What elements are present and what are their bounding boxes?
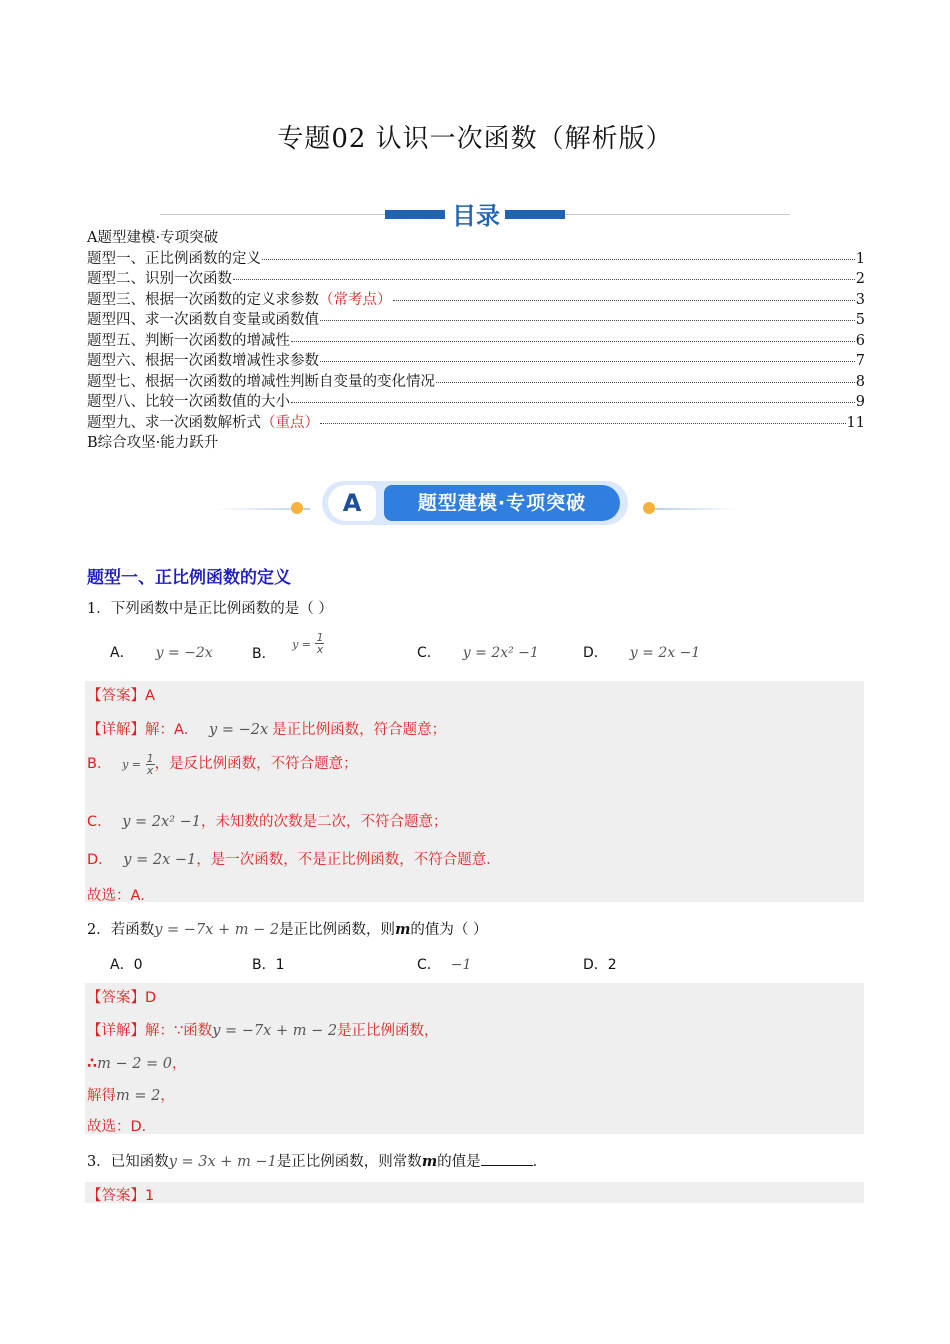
q2-option-a[interactable]: A．0 <box>110 957 143 973</box>
toc-item[interactable] <box>87 310 865 331</box>
q2-detail: 【详解】解：∵函数y = −7x + m − 2是正比例函数， <box>87 1023 439 1039</box>
toc-item[interactable] <box>87 249 865 270</box>
section-heading: 题型一、正比例函数的定义 <box>87 568 291 588</box>
q1-answer: 【答案】A <box>87 688 155 704</box>
banner-dot-right <box>643 502 655 514</box>
banner-dot-left <box>291 502 303 514</box>
toc-item-label: 题型九、求一次函数解析式 <box>87 414 261 431</box>
toc-item-label: 题型五、判断一次函数的增减性 <box>87 332 290 349</box>
page-title: 专题02 认识一次函数（解析版） <box>277 124 673 154</box>
q1-detail-b: B． y = $\frac{1}{x}$ ，是反比例函数，不符合题意； <box>87 751 358 777</box>
toc-item-page: 3 <box>855 291 865 308</box>
q1-detail-c: C． y = 2x² −1，未知数的次数是二次，不符合题意； <box>87 814 448 830</box>
q2-choose: 故选：D． <box>87 1119 157 1135</box>
q1-detail-a: 【详解】解：A． y = −2x 是正比例函数，符合题意； <box>87 722 447 738</box>
toc-item-label: 题型二、识别一次函数 <box>87 271 232 287</box>
toc-item-tag: （常考点） <box>319 291 392 308</box>
toc-leader-dots <box>393 300 855 301</box>
toc-item-label: 题型六、根据一次函数增减性求参数 <box>87 353 319 369</box>
toc-leader-dots <box>320 320 855 321</box>
q1-option-a[interactable]: A． y = −2x <box>110 645 213 661</box>
toc-item[interactable] <box>87 413 865 434</box>
toc-item-label: 题型八、比较一次函数值的大小 <box>87 394 290 410</box>
toc-divider-left <box>160 214 385 215</box>
question-1-options <box>110 632 850 668</box>
toc-part-a[interactable]: A题型建模·专项突破 <box>87 230 219 246</box>
answer-blank[interactable] <box>481 1151 533 1166</box>
toc-item[interactable] <box>87 392 865 413</box>
toc-leader-dots <box>436 382 855 383</box>
toc-item-page: 6 <box>855 332 865 349</box>
toc-item-page: 1 <box>855 250 865 267</box>
toc-item-label: 题型四、求一次函数自变量或函数值 <box>87 312 319 328</box>
q2-option-d[interactable]: D．2 <box>583 957 617 973</box>
toc-item-page: 11 <box>846 414 865 431</box>
toc-item[interactable] <box>87 290 865 311</box>
toc-item[interactable] <box>87 372 865 393</box>
question-1-stem: 1．下列函数中是正比例函数的是（ ） <box>87 601 333 617</box>
toc-accent-right <box>505 210 565 219</box>
toc-item-page: 2 <box>855 271 865 287</box>
toc-item-page: 8 <box>855 373 865 390</box>
table-of-contents <box>87 228 865 454</box>
q1-option-d[interactable]: D． y = 2x −1 <box>583 645 701 661</box>
q1-choose: 故选：A． <box>87 888 155 904</box>
toc-leader-dots <box>233 279 855 280</box>
q2-step-2: 解得m = 2， <box>87 1088 175 1104</box>
toc-accent-left <box>385 210 445 219</box>
toc-leader-dots <box>320 423 846 424</box>
q3-answer: 【答案】1 <box>87 1188 155 1204</box>
question-2-stem: 2．若函数y = −7x + m − 2是正比例函数，则m的值为（ ） <box>87 921 488 938</box>
q2-answer: 【答案】D <box>87 990 157 1006</box>
q2-step-1: ∴m − 2 = 0， <box>87 1056 187 1072</box>
toc-leader-dots <box>291 341 855 342</box>
q3-solution-box <box>85 1182 864 1203</box>
toc-item-page: 9 <box>855 394 865 410</box>
question-3-stem: 3．已知函数y = 3x + m −1是正比例函数，则常数m的值是 ． <box>87 1153 548 1170</box>
toc-heading: 目录 <box>452 202 500 230</box>
banner-letter: A <box>328 485 376 521</box>
toc-leader-dots <box>262 259 855 260</box>
toc-item[interactable] <box>87 331 865 352</box>
q1-option-b[interactable]: B． y = $\frac{1}{x}$ <box>252 631 324 662</box>
toc-part-b[interactable]: B综合攻坚·能力跃升 <box>87 435 219 451</box>
toc-item-tag: （重点） <box>261 414 319 431</box>
q2-option-c[interactable]: C． −1 <box>417 957 472 973</box>
toc-item[interactable] <box>87 351 865 372</box>
toc-item-page: 5 <box>855 312 865 328</box>
toc-leader-dots <box>291 402 855 403</box>
q2-solution-box <box>85 983 864 1134</box>
toc-item-label: 题型七、根据一次函数的增减性判断自变量的变化情况 <box>87 373 435 390</box>
question-2-options <box>110 954 850 974</box>
banner-text: 题型建模·专项突破 <box>384 485 620 521</box>
toc-item[interactable] <box>87 269 865 290</box>
q1-option-c[interactable]: C． y = 2x² −1 <box>417 645 539 661</box>
section-banner <box>322 481 628 525</box>
toc-item-label: 题型一、正比例函数的定义 <box>87 250 261 267</box>
toc-item-label: 题型三、根据一次函数的定义求参数 <box>87 291 319 308</box>
toc-divider-right <box>565 214 790 215</box>
q1-detail-d: D． y = 2x −1，是一次函数，不是正比例函数，不符合题意． <box>87 852 501 868</box>
toc-item-page: 7 <box>855 353 865 369</box>
banner-line-right <box>655 508 740 510</box>
q2-option-b[interactable]: B．1 <box>252 957 285 973</box>
toc-leader-dots <box>320 361 855 362</box>
